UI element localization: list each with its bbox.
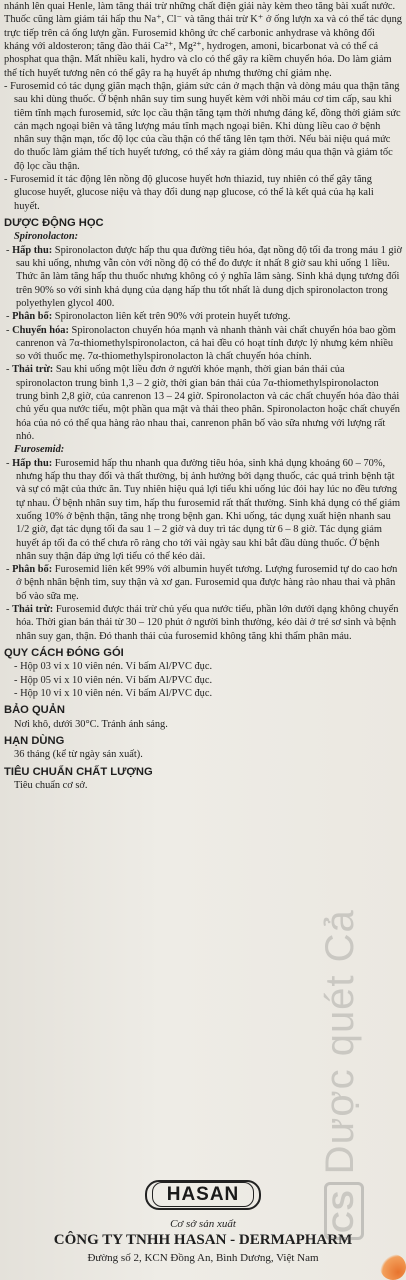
heading-packaging: QUY CÁCH ĐÓNG GÓI [4, 647, 124, 660]
manufacturer-name: CÔNG TY TNHH HASAN - DERMAPHARM [53, 1232, 353, 1248]
packaging-item: - Hộp 10 vỉ x 10 viên nén. Vỉ bấm Al/PVC đục. [14, 687, 213, 699]
paragraph-mechanism: nhánh lên quai Henle, làm tăng thải trừ những chất điện giải này kèm theo tăng bài xuất nước. Thuốc cũng làm giảm tái hấp thu Na⁺, Cl⁻ và tăng thải trừ K⁺ ở ống lượn xa và có thể tác dụng trực tiếp trên cả ống lượn gần. Furosemid không ức chế carbonic anhydrase và không đối kháng với aldosteron; tăng đào thải Ca²⁺, Mg²⁺, hydrogen, amoni, bicarbonat và có thể cả phosphat qua thận. Mất nhiều kali, hydro và clo có thể gây ra kiềm chuyển hóa. Do làm giảm thể tích huyết tương nên có thể gây ra hạ huyết áp nhưng thường chỉ giảm nhẹ. [4, 1, 402, 79]
watermark-badge: CS [324, 1182, 364, 1240]
storage-text: Nơi khô, dưới 30°C. Tránh ánh sáng. [14, 718, 168, 730]
packaging-item: - Hộp 05 vỉ x 10 viên nén. Vỉ bấm Al/PVC đục. [14, 674, 213, 686]
expiry-text: 36 tháng (kể từ ngày sản xuất). [14, 749, 143, 761]
paragraph-glucose-text: Furosemid ít tác động lên nồng độ glucose huyết hơn thiazid, tuy nhiên có thể gây tăng glucose huyết, glucose niệu và thay đổi dung nạp glucose, có thể là kết quả của hạ kali huyết. [10, 174, 374, 212]
brand-logo [0, 1180, 406, 1210]
furo-distribution: - Phân bố: Furosemid liên kết 99% với albumin huyết tương. Lượng furosemid tự do cao hơn ở bệnh nhân bệnh tim, suy thận và xơ gan. Furosemid qua được hàng rào nhau thai và phân bố vào sữa mẹ. [6, 564, 398, 602]
spiro-distribution-text: Spironolacton liên kết trên 90% với protein huyết tương. [52, 311, 291, 323]
spiro-elimination: - Thải trừ: Sau khi uống một liều đơn ở người khỏe mạnh, thời gian bán thải của spironolacton trung bình 1,3 – 2 giờ, thời gian bán thải của 7α-thiomethylspironolacton trung bình 2,8 giờ, của canrenon 13 – 24 giờ. Spironolacton và các chất chuyển hóa đào thải chủ yếu qua nước tiểu, một phần qua mật và thải theo phân. Spironolacton hoặc chất chuyển hóa của nó có thể qua hàng rào nhau thai, canrenon phân bố vào sữa nhưng với lượng rất nhỏ. [6, 364, 400, 443]
spiro-distribution: - Phân bố: Spironolacton liên kết trên 90% với protein huyết tương. [6, 311, 291, 323]
corner-stain [380, 1254, 406, 1280]
furo-distribution-label: Phân bố: [12, 564, 53, 576]
spiro-metabolism-label: Chuyển hóa: [12, 324, 69, 336]
spiro-absorption: - Hấp thu: Spironolacton được hấp thu qua đường tiêu hóa, đạt nồng độ tối đa trong máu 1 giờ sau khi uống, nhưng vẫn còn với nồng độ có thể đo được ít nhất 8 giờ sau khi uống 1 liều. Thức ăn làm tăng hấp thu thuốc nhưng không có ý nghĩa lâm sàng. Sinh khả dụng tương đối trên 90% so với sinh khả dụng của dạng hấp thu tốt nhất là dung dịch spironolacton trong polyethylen glycol 400. [6, 244, 403, 309]
spiro-metabolism: - Chuyển hóa: Spironolacton chuyển hóa mạnh và nhanh thành vài chất chuyển hóa bao gồm canrenon và 7α-thiomethylspironolacton, cả hai đều có hoạt tính được lý nhưng kém nhiều so với thuốc mẹ. 7α-thiomethylspironolacton là chất chuyển hóa chính. [6, 324, 396, 363]
packaging-item-text: Hộp 03 vỉ x 10 viên nén. Vỉ bấm Al/PVC đục. [20, 661, 213, 673]
packaging-item-text: Hộp 05 vỉ x 10 viên nén. Vỉ bấm Al/PVC đục. [20, 674, 213, 686]
furo-absorption-text: Furosemid hấp thu nhanh qua đường tiêu hóa, sinh khả dụng khoảng 60 – 70%, nhưng hấp thu thay đổi và thất thường, bị ảnh hưởng bởi dạng thuốc, các quá trình bệnh tật và sự có mặt của thức ăn. Tuy nhiên hiệu quả lợi tiểu khi uống lúc đói hay lúc no đều tương tự nhau. Ở bệnh nhân suy tim, hấp thu furosemid rất thất thường. Sinh khả dụng có thể giảm xuống 10% ở bệnh thận, tăng nhẹ trong bệnh gan. Khi uống, tác dụng xuất hiện nhanh sau 1/2 giờ, đạt tác dụng tối đa sau 1 – 2 giờ và duy trì tác dụng từ 6 – 8 giờ. Tác dụng giảm huyết áp tối đa có thể chưa rõ ràng cho tới vài ngày sau khi bắt đầu dùng thuốc. Ở bệnh nhân suy thận đáp ứng lợi tiểu có thể kéo dài. [16, 457, 401, 562]
spiro-metabolism-text: Spironolacton chuyển hóa mạnh và nhanh thành vài chất chuyển hóa bao gồm canrenon và 7α-thiomethylspironolacton, cả hai đều có hoạt tính được lý nhưng kém nhiều so với thuốc mẹ. 7α-thiomethylspironolacton là chất chuyển hóa chính. [16, 324, 396, 363]
furo-elimination-text: Furosemid được thải trừ chủ yếu qua nước tiểu, phần lớn dưới dạng không chuyển hóa. Thời gian bán thải từ 30 – 120 phút ở người bình thường, kéo dài ở trẻ sơ sinh và bệnh nhân suy gan, thận. Đó thanh thải của furosemid không tăng khi thẩm phân máu. [16, 604, 399, 642]
heading-pharmacokinetics: DƯỢC ĐỘNG HỌC [4, 217, 104, 229]
watermark-text: Dược quét Cả [318, 909, 362, 1175]
paragraph-vasodilation-text: Furosemid có tác dụng giãn mạch thận, giảm sức cản ở mạch thận và dòng máu qua thận tăng sau khi dùng thuốc. Ở bệnh nhân suy tim sung huyết kèm với nhồi máu cơ tim cấp, sau khi tiêm tĩnh mạch furosemid, sức lọc cầu thận tăng tạm thời nhưng đáng kể, đồng thời giảm sức cản mạch ngoại biên và tăng lượng máu tĩnh mạch ngoại biên. Khi dùng liều cao ở bệnh nhân suy thận mạn, tốc độ lọc của cầu thận có thể tăng lên tạm thời. Nếu bài niệu quá mức do thuốc làm giảm thể tích huyết tương, có thể xảy ra giảm dòng máu qua thận và giảm tốc độ lọc cầu thận. [10, 80, 401, 172]
paragraph-vasodilation: - Furosemid có tác dụng giãn mạch thận, giảm sức cản ở mạch thận và dòng máu qua thận tăng sau khi dùng thuốc. Ở bệnh nhân suy tim sung huyết kèm với nhồi máu cơ tim cấp, sau khi tiêm tĩnh mạch furosemid, sức lọc cầu thận tăng tạm thời nhưng đáng kể, đồng thời giảm sức cản mạch ngoại biên và tăng lượng máu tĩnh mạch ngoại biên. Khi dùng liều cao ở bệnh nhân suy thận mạn, tốc độ lọc của cầu thận có thể tăng lên tạm thời. Nếu bài niệu quá mức do thuốc làm giảm thể tích huyết tương, có thể xảy ra giảm dòng máu qua thận và giảm tốc độ lọc cầu thận. [4, 80, 401, 172]
heading-quality-standard: TIÊU CHUẨN CHẤT LƯỢNG [4, 765, 153, 778]
manufacturer-address: Đường số 2, KCN Đồng An, Bình Dương, Việt Nam [87, 1252, 319, 1264]
leaflet-content [4, 0, 402, 792]
paragraph-glucose: - Furosemid ít tác động lên nồng độ glucose huyết hơn thiazid, tuy nhiên có thể gây tăng glucose huyết, glucose niệu và thay đổi dung nạp glucose, có thể là kết quả của hạ kali huyết. [4, 174, 374, 212]
subheading-furosemid: Furosemid: [14, 444, 65, 456]
packaging-item: - Hộp 03 vỉ x 10 viên nén. Vỉ bấm Al/PVC đục. [14, 661, 213, 673]
furo-absorption-label: Hấp thu: [12, 457, 53, 469]
heading-storage: BẢO QUẢN [4, 704, 65, 717]
furo-elimination: - Thải trừ: Furosemid được thải trừ chủ yếu qua nước tiểu, phần lớn dưới dạng không chuyển hóa. Thời gian bán thải từ 30 – 120 phút ở người bình thường, kéo dài ở trẻ sơ sinh và bệnh nhân suy gan, thận. Đó thanh thải của furosemid không tăng khi thẩm phân máu. [6, 604, 399, 642]
spiro-absorption-text: Spironolacton được hấp thu qua đường tiêu hóa, đạt nồng độ tối đa trong máu 1 giờ sau khi uống, nhưng vẫn còn với nồng độ có thể đo được ít nhất 8 giờ sau khi uống 1 liều. Thức ăn làm tăng hấp thu thuốc nhưng không có ý nghĩa lâm sàng. Sinh khả dụng tương đối trên 90% so với sinh khả dụng của dạng hấp thu tốt nhất là dung dịch spironolacton trong polyethylen glycol 400. [16, 244, 403, 309]
heading-expiry: HẠN DÙNG [4, 734, 65, 747]
spiro-elimination-text: Sau khi uống một liều đơn ở người khỏe mạnh, thời gian bán thải của spironolacton trung bình 1,3 – 2 giờ, thời gian bán thải của 7α-thiomethylspironolacton trung bình 2,8 giờ, của canrenon 13 – 24 giờ. Spironolacton và các chất chuyển hóa đào thải chủ yếu qua nước tiểu, một phần qua mật và thải theo phân. Spironolacton hoặc chất chuyển hóa của nó có thể qua hàng rào nhau thai, canrenon phân bố vào sữa nhưng với lượng rất nhỏ. [16, 364, 400, 443]
packaging-item-text: Hộp 10 vỉ x 10 viên nén. Vỉ bấm Al/PVC đục. [20, 687, 213, 699]
manufacturer-label: Cơ sở sản xuất [170, 1218, 236, 1230]
brand-logo-text: HASAN [152, 1182, 255, 1207]
quality-standard-text: Tiêu chuẩn cơ sở. [14, 779, 88, 791]
furo-distribution-text: Furosemid liên kết 99% với albumin huyết tương. Lượng furosemid tự do cao hơn ở bệnh nhân bệnh tim, suy thận và xơ gan. Furosemid qua được hàng rào nhau thai và phân bố vào sữa mẹ. [16, 564, 398, 602]
furo-elimination-label: Thải trừ: [12, 604, 54, 616]
spiro-absorption-label: Hấp thu: [12, 244, 53, 256]
spiro-elimination-label: Thải trừ: [12, 364, 54, 376]
spiro-distribution-label: Phân bố: [12, 311, 53, 323]
subheading-spironolacton: Spironolacton: [14, 231, 79, 243]
furo-absorption: - Hấp thu: Furosemid hấp thu nhanh qua đường tiêu hóa, sinh khả dụng khoảng 60 – 70%, nhưng hấp thu thay đổi và thất thường, bị ảnh hưởng bởi dạng thuốc, các quá trình bệnh tật và sự có mặt của thức ăn. Tuy nhiên hiệu quả lợi tiểu khi uống lúc đói hay lúc no đều tương tự nhau. Ở bệnh nhân suy tim, hấp thu furosemid rất thất thường. Sinh khả dụng có thể giảm xuống 10% ở bệnh thận, tăng nhẹ trong bệnh gan. Khi uống, tác dụng xuất hiện nhanh sau 1/2 giờ, đạt tác dụng tối đa sau 1 – 2 giờ và duy trì tác dụng từ 6 – 8 giờ. Tác dụng giảm huyết áp tối đa có thể chưa rõ ràng cho tới vài ngày sau khi bắt đầu dùng thuốc. Ở bệnh nhân suy thận đáp ứng lợi tiểu có thể kéo dài. [6, 457, 401, 562]
